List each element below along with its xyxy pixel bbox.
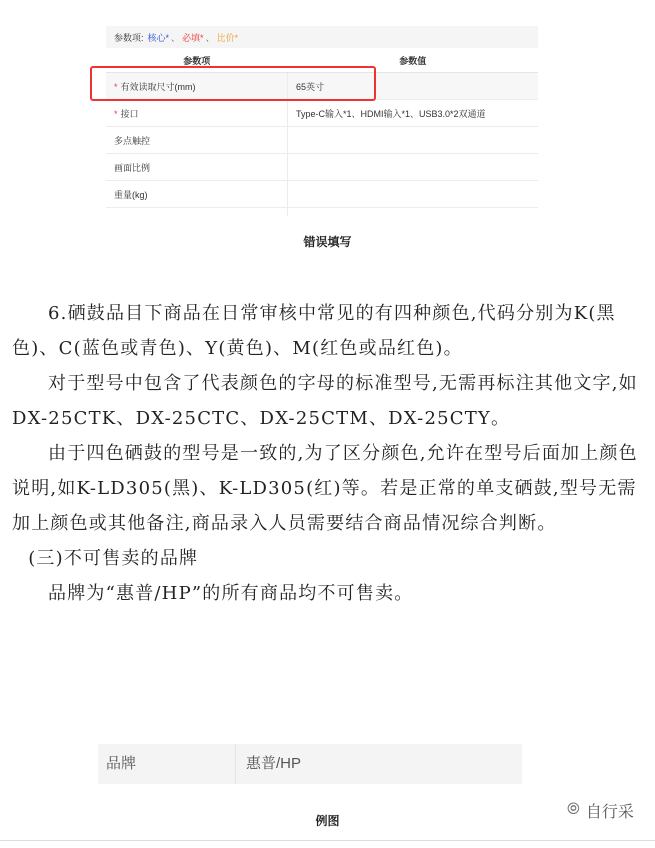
table-row (106, 127, 538, 154)
param-name-cell (106, 154, 288, 181)
paragraph: 由于四色硒鼓的型号是一致的,为了区分颜色,允许在型号后面加上颜色说明,如K-LD305(黑)、K-LD305(红)等。若是正常的单支硒鼓,型号无需加上颜色或其他备注,商品录入人员需要结合商品情况综合判断。 (12, 443, 638, 534)
table-row (106, 154, 538, 181)
param-name-cell (106, 181, 288, 208)
table-row (106, 208, 538, 217)
paragraph: 品牌为“惠普/HP”的所有商品均不可售卖。 (48, 583, 414, 604)
divider (0, 840, 655, 841)
param-legend (106, 26, 538, 48)
wechat-icon: ⦾ (567, 801, 580, 818)
table-row (106, 100, 538, 127)
param-value-cell (288, 208, 539, 217)
required-marker: * (114, 81, 118, 92)
legend-compare: 比价* (216, 32, 239, 43)
error-highlight-box (90, 66, 376, 101)
param-name-cell (106, 208, 288, 217)
column-header-param: 参数项 (106, 48, 288, 73)
watermark-text: 自行采 (585, 803, 634, 821)
legend-separator: 、 (171, 32, 181, 43)
required-marker: * (114, 108, 118, 119)
example-cell-brand-value: 惠普/HP (246, 755, 302, 772)
article-body (12, 296, 644, 611)
legend-core: 核心* (147, 32, 170, 43)
param-value-cell: Type-C输入*1、HDMI输入*1、USB3.0*2双通道 (288, 100, 539, 127)
table-row (106, 181, 538, 208)
param-name: 多点触控 (114, 135, 151, 146)
param-name: 接口 (120, 108, 139, 119)
param-value-cell (288, 154, 539, 181)
legend-label: 参数项: (114, 32, 144, 43)
param-name: 有效读取尺寸(mm) (120, 81, 196, 92)
example-cell-brand-label: 品牌 (98, 744, 236, 784)
example-table (98, 744, 522, 784)
param-value-cell (288, 127, 539, 154)
param-name-cell (106, 100, 288, 127)
paragraph: 6.硒鼓品目下商品在日常审核中常见的有四种颜色,代码分别为K(黑色)、C(蓝色或青色)、Y(黄色)、M(红色或品红色)。 (12, 303, 616, 359)
section-heading: (三)不可售卖的品牌 (28, 548, 199, 569)
legend-required: 必填* (182, 32, 204, 43)
param-value-cell: 65英寸 (288, 73, 539, 100)
param-value-cell (288, 181, 539, 208)
legend-separator: 、 (205, 32, 215, 43)
param-name: 重量(kg) (114, 189, 148, 200)
form-screenshot (106, 26, 538, 216)
caption-wrong-fill: 错误填写 (303, 235, 352, 249)
column-header-value: 参数值 (288, 48, 539, 73)
caption-example: 例图 (315, 814, 340, 828)
watermark (567, 795, 655, 825)
paragraph: 对于型号中包含了代表颜色的字母的标准型号,无需再标注其他文字,如DX-25CTK、DX-25CTC、DX-25CTM、DX-25CTY。 (12, 373, 638, 429)
param-name: 画面比例 (114, 162, 151, 173)
param-name-cell (106, 127, 288, 154)
